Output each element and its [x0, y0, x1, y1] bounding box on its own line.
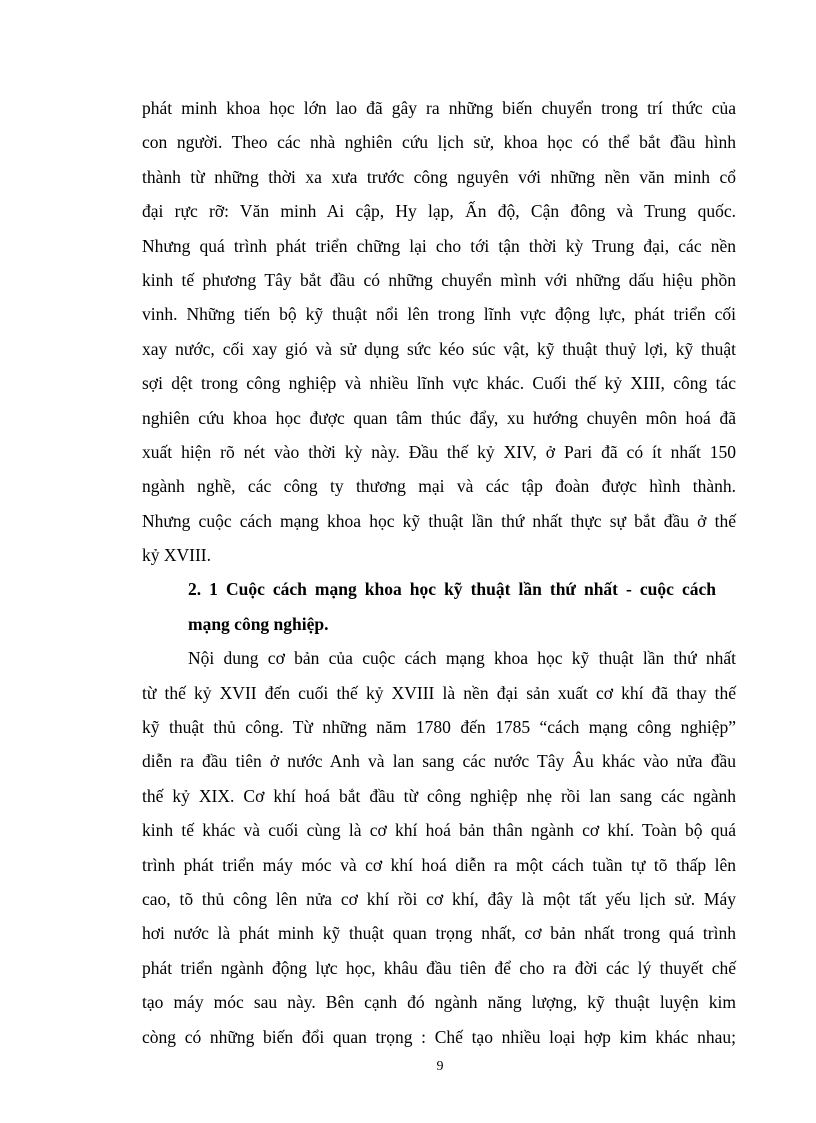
text-line: xay nước, cối xay gió và sử dụng sức kéo súc vật, kỹ thuật thuỷ lợi, kỹ thuật: [142, 338, 736, 359]
text-line: thành từ những thời xa xưa trước công nguyên với những nền văn minh cổ: [142, 166, 736, 187]
page-body: [142, 91, 736, 1054]
text-line: kỷ XVIII.: [142, 545, 212, 566]
paragraph-industrial-revolution: [142, 641, 736, 1054]
text-line: phát minh khoa học lớn lao đã gây ra những biến chuyển trong trí thức của: [142, 98, 736, 118]
text-line: kinh tế phương Tây bắt đầu có những chuyển mình với những dấu hiệu phồn: [142, 269, 736, 290]
text-line: kinh tế khác và cuối cùng là cơ khí hoá bản thân ngành cơ khí. Toàn bộ quá: [142, 820, 736, 841]
text-line: diễn ra đầu tiên ở nước Anh và lan sang các nước Tây Âu khác vào nửa đầu: [142, 751, 736, 772]
text-line: sợi dệt trong công nghiệp và nhiều lĩnh vực khác. Cuối thế kỷ XIII, công tác: [142, 373, 736, 394]
text-line: đại rực rỡ: Văn minh Ai cập, Hy lạp, Ấn độ, Cận đông và Trung quốc.: [142, 201, 736, 222]
paragraph-history-of-science: [142, 91, 736, 572]
text-line: ngành nghề, các công ty thương mại và các tập đoàn được hình thành.: [142, 476, 736, 497]
page-number: 9: [436, 1059, 444, 1074]
text-line: còng có những biến đổi quan trọng : Chế tạo nhiều loại hợp kim khác nhau;: [142, 1026, 736, 1047]
text-line: nghiên cứu khoa học được quan tâm thúc đẩy, xu hướng chuyên môn hoá đã: [142, 407, 736, 428]
text-line: thế kỷ XIX. Cơ khí hoá bắt đầu từ công nghiệp nhẹ rồi lan sang các ngành: [142, 785, 736, 806]
section-heading-line: mạng công nghiệp.: [188, 613, 329, 634]
text-line: con người. Theo các nhà nghiên cứu lịch sử, khoa học có thể bắt đầu hình: [142, 132, 736, 153]
text-line: trình phát triển máy móc và cơ khí hoá diễn ra một cách tuần tự tõ thấp lên: [142, 854, 736, 875]
text-line: xuất hiện rõ nét vào thời kỳ này. Đầu thế kỷ XIV, ở Pari đã có ít nhất 150: [142, 441, 736, 462]
section-heading: [142, 572, 736, 641]
text-line: Nội dung cơ bản của cuộc cách mạng khoa học kỹ thuật lần thứ nhất: [188, 648, 736, 669]
text-line: phát triển ngành động lực học, khâu đầu tiên để cho ra đời các lý thuyết chế: [142, 957, 736, 978]
text-line: vinh. Những tiến bộ kỹ thuật nổi lên trong lĩnh vực động lực, phát triển cối: [142, 304, 736, 325]
text-line: Nhưng cuộc cách mạng khoa học kỹ thuật lần thứ nhất thực sự bắt đầu ở thế: [142, 510, 736, 531]
section-heading-line: 2. 1 Cuộc cách mạng khoa học kỹ thuật lần thứ nhất - cuộc cách: [188, 579, 716, 600]
text-line: tạo máy móc sau này. Bên cạnh đó ngành năng lượng, kỹ thuật luyện kim: [142, 992, 736, 1013]
text-line: từ thế kỷ XVII đến cuối thế kỷ XVIII là nền đại sản xuất cơ khí đã thay thế: [142, 682, 736, 703]
text-line: cao, tõ thủ công lên nửa cơ khí rồi cơ khí, đây là một tất yếu lịch sử. Máy: [142, 888, 736, 909]
text-line: hơi nước là phát minh kỹ thuật quan trọng nhất, cơ bản nhất trong quá trình: [142, 923, 736, 944]
text-line: Nhưng quá trình phát triển chững lại cho tới tận thời kỳ Trung đại, các nền: [142, 235, 736, 256]
text-line: kỹ thuật thủ công. Từ những năm 1780 đến 1785 “cách mạng công nghiệp”: [142, 717, 736, 738]
